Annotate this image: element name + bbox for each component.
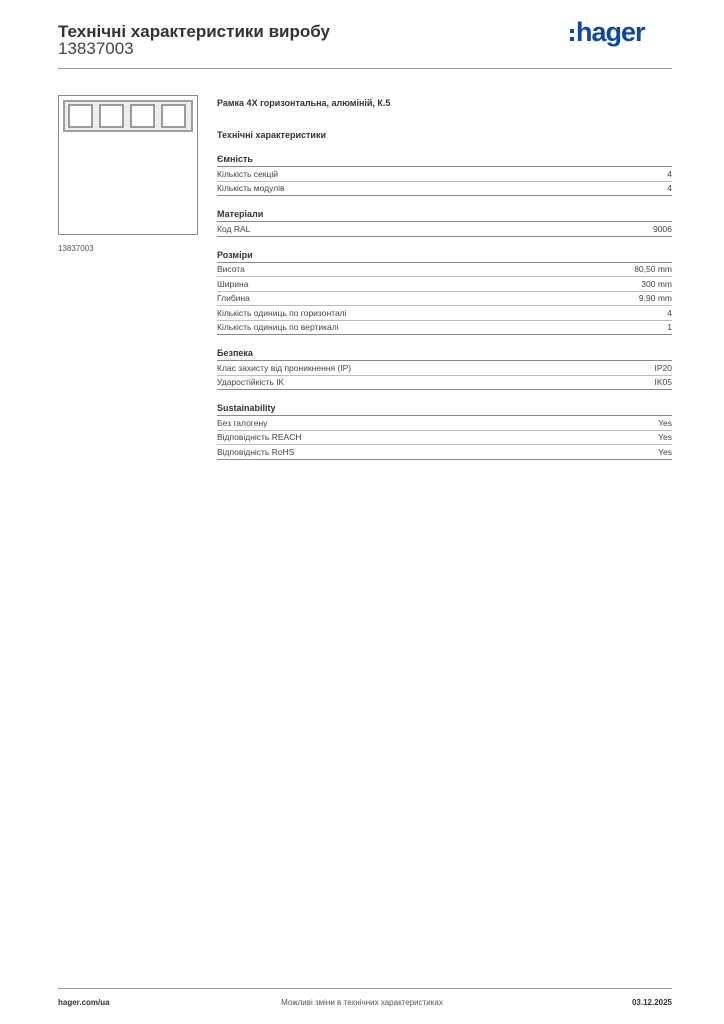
- specs-heading: Технічні характеристики: [217, 130, 326, 140]
- footer-disclaimer: Можливі зміни в технічних характеристиках: [281, 998, 443, 1007]
- spec-label: Ширина: [217, 278, 249, 289]
- logo-dots-icon: [570, 29, 574, 41]
- image-caption: 13837003: [58, 244, 94, 253]
- spec-value: 4: [667, 307, 672, 318]
- spec-row: [217, 376, 672, 391]
- spec-group: [217, 153, 672, 196]
- spec-content: [217, 97, 672, 460]
- spec-row: [217, 263, 672, 278]
- spec-label: Клас захисту від проникнення (IP): [217, 362, 352, 373]
- spec-value: Yes: [658, 446, 672, 457]
- spec-group: [217, 347, 672, 390]
- spec-value: 9006: [653, 223, 672, 234]
- spec-row: [217, 361, 672, 376]
- spec-row: [217, 292, 672, 307]
- spec-value: Yes: [658, 432, 672, 443]
- spec-label: Без галогену: [217, 417, 268, 428]
- spec-label: Кількість модулів: [217, 183, 285, 194]
- spec-group-title: Розміри: [217, 249, 672, 263]
- spec-value: IK05: [654, 377, 672, 388]
- spec-value: 4: [667, 183, 672, 194]
- spec-label: Глибина: [217, 293, 250, 304]
- spec-label: Код RAL: [217, 223, 251, 234]
- spec-group: [217, 402, 672, 460]
- logo-text: hager: [576, 16, 645, 47]
- spec-label: Кількість секцій: [217, 168, 278, 179]
- spec-group: [217, 208, 672, 237]
- spec-groups: [217, 153, 672, 460]
- spec-value: 300 mm: [641, 278, 672, 289]
- spec-label: Відповідність RoHS: [217, 446, 295, 457]
- spec-row: [217, 306, 672, 321]
- spec-group-title: Sustainability: [217, 402, 672, 416]
- spec-row: [217, 431, 672, 446]
- product-name: Рамка 4X горизонтальна, алюміній, К.5: [217, 98, 391, 108]
- frame-4x-icon: [59, 96, 197, 234]
- spec-group-title: Матеріали: [217, 208, 672, 222]
- footer-date: 03.12.2025: [631, 998, 672, 1007]
- spec-group: [217, 249, 672, 336]
- spec-row: [217, 445, 672, 460]
- hager-logo: [570, 18, 645, 46]
- spec-value: 80,50 mm: [634, 264, 672, 275]
- spec-row: [217, 277, 672, 292]
- spec-row: [217, 182, 672, 197]
- spec-value: 4: [667, 168, 672, 179]
- document-title: Технічні характеристики виробу: [58, 22, 330, 41]
- spec-label: Ударостійкість IK: [217, 377, 285, 388]
- spec-row: [217, 321, 672, 336]
- product-image: [58, 95, 198, 235]
- spec-row: [217, 222, 672, 237]
- spec-label: Кількість одиниць по вертикалі: [217, 322, 339, 333]
- spec-label: Відповідність REACH: [217, 432, 302, 443]
- spec-value: 9,90 mm: [638, 293, 672, 304]
- spec-value: 1: [667, 322, 672, 333]
- header-divider: [58, 68, 672, 69]
- footer-website: hager.com/ua: [58, 998, 110, 1007]
- footer-divider: [58, 988, 672, 989]
- spec-label: Кількість одиниць по горизонталі: [217, 307, 347, 318]
- spec-row: [217, 416, 672, 431]
- spec-value: IP20: [654, 362, 672, 373]
- spec-group-title: Ємність: [217, 153, 672, 167]
- spec-row: [217, 167, 672, 182]
- product-number: 13837003: [58, 39, 134, 58]
- spec-label: Висота: [217, 264, 245, 275]
- spec-group-title: Безпека: [217, 347, 672, 361]
- spec-value: Yes: [658, 417, 672, 428]
